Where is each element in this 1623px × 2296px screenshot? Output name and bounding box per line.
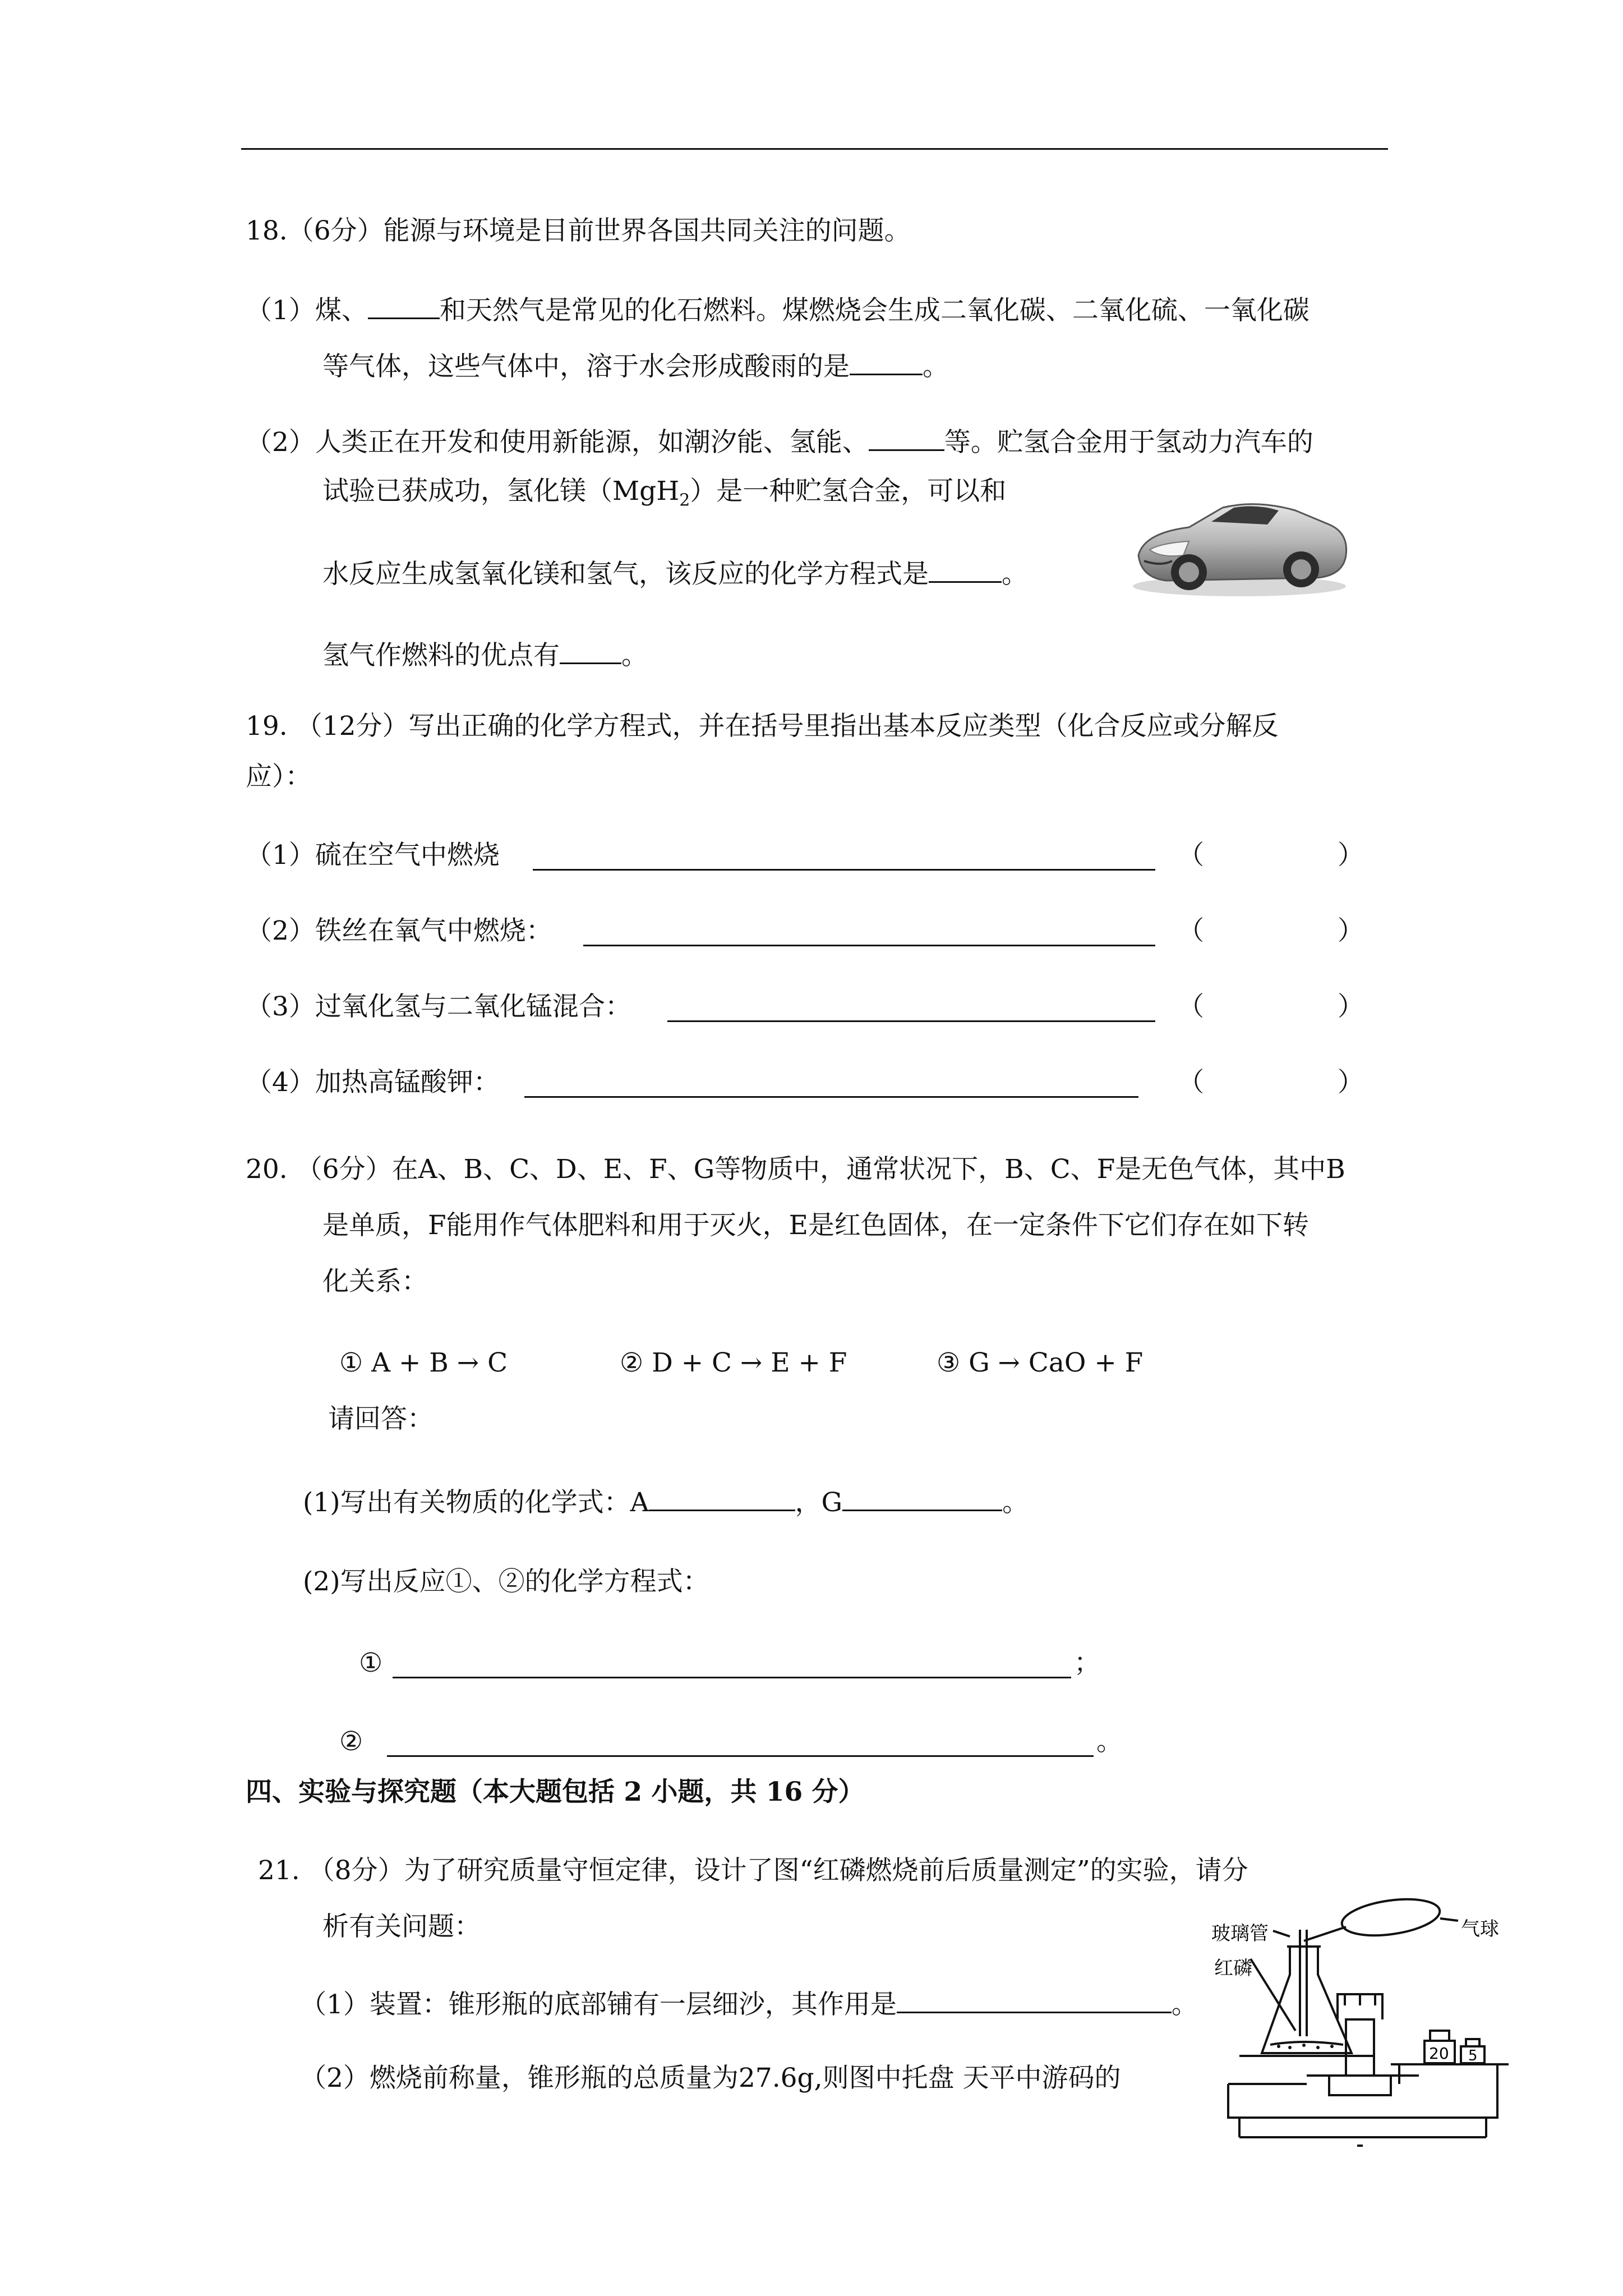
q19-item-label: （4）加热高锰酸钾：	[246, 1067, 500, 1098]
q18-p2-line3	[322, 555, 1028, 591]
q19-paren-open-3: （	[1178, 991, 1204, 1022]
q19-blank-4[interactable]	[524, 1070, 1138, 1098]
q19-title-line2: 应）：	[246, 761, 312, 792]
q19-title-line1: 19. （12分）写出正确的化学方程式，并在括号里指出基本反应类型（化合反应或分解反	[246, 711, 1279, 742]
q19-paren-open-2: （	[1178, 915, 1204, 946]
q18-p2-c: 试验已获成功，氢化镁（MgH	[322, 476, 680, 507]
q18-p1-line2	[322, 348, 949, 384]
q20-reaction-1: ① A + B → C	[339, 1347, 508, 1378]
q21-sub1	[300, 1986, 1198, 2022]
q19-item-3	[246, 990, 631, 1024]
q20-eq1-end: ；	[1074, 1648, 1100, 1678]
q18-p1-d: 。	[923, 351, 949, 382]
q19-item-1	[246, 839, 500, 872]
q18-p2-line1	[246, 424, 1313, 459]
q21-sub1-b: 。	[1171, 1989, 1198, 2020]
blank-equation-1[interactable]	[393, 1651, 1071, 1678]
q20-eq2-end: 。	[1096, 1726, 1123, 1757]
q18-title: 18.（6分）能源与环境是目前世界各国共同关注的问题。	[246, 215, 911, 246]
q18-p2-a: （2）人类正在开发和使用新能源，如潮汐能、氢能、	[246, 427, 869, 458]
blank-sand-purpose[interactable]	[897, 1986, 1172, 2013]
weight-5-label: 5	[1468, 2047, 1478, 2064]
q19-paren-close-1: ）	[1338, 840, 1364, 871]
q19-item-4	[246, 1066, 500, 1099]
q18-p2-line4	[322, 637, 648, 673]
q18-p2-line2	[322, 475, 1006, 517]
balance-apparatus-diagram	[1206, 1896, 1520, 2154]
q19-blank-1[interactable]	[533, 843, 1155, 871]
q20-reaction-3: ③ G → CaO + F	[937, 1347, 1144, 1378]
car-photo-icon	[1127, 477, 1352, 600]
q20-title-line1: 20. （6分）在A、B、C、D、E、F、G等物质中，通常状况下，B、C、F是无色气体，其中B	[246, 1154, 1345, 1185]
label-red-phosphorus: 红磷	[1214, 1957, 1252, 1980]
q19-paren-close-2: ）	[1338, 915, 1364, 946]
q19-item-2	[246, 914, 552, 948]
blank-formula-g[interactable]	[842, 1484, 1002, 1511]
q18-p1-line1	[246, 292, 1310, 328]
q19-paren-close-4: ）	[1338, 1067, 1364, 1098]
q20-eq1-label: ①	[359, 1648, 383, 1678]
weight-20-label: 20	[1429, 2044, 1449, 2063]
q18-p2-e: 水反应生成氢氧化镁和氢气，该反应的化学方程式是	[322, 559, 929, 590]
q19-blank-3[interactable]	[667, 995, 1155, 1022]
q18-p2-d: ）是一种贮氢合金，可以和	[690, 476, 1007, 507]
q18-p2-f: 。	[1002, 559, 1028, 590]
header-rule	[241, 148, 1388, 150]
q19-item-label: （3）过氧化氢与二氧化锰混合：	[246, 991, 631, 1022]
q19-item-label: （1）硫在空气中燃烧	[246, 840, 500, 871]
q21-sub2: （2）燃烧前称量，锥形瓶的总质量为27.6g,则图中托盘 天平中游码的	[300, 2063, 1121, 2093]
q19-paren-open-1: （	[1178, 840, 1204, 871]
blank-formula-a[interactable]	[649, 1484, 795, 1511]
q19-paren-close-3: ）	[1338, 991, 1364, 1022]
q18-p1-b: 和天然气是常见的化石燃料。煤燃烧会生成二氧化碳、二氧化硫、一氧化碳	[439, 295, 1310, 326]
q20-reaction-2: ② D + C → E + F	[620, 1347, 847, 1378]
q21-sub1-a: （1）装置：锥形瓶的底部铺有一层细沙，其作用是	[300, 1989, 897, 2020]
blank-acid-rain-gas[interactable]	[850, 348, 923, 375]
q18-p1-a: （1）煤、	[246, 295, 368, 326]
q18-p2-g: 氢气作燃料的优点有	[322, 640, 560, 671]
blank-fossil-fuel[interactable]	[368, 292, 440, 319]
label-glass-tube: 玻璃管	[1211, 1922, 1269, 1945]
q20-sub1-b: ，G	[795, 1487, 843, 1518]
label-balloon: 气球	[1461, 1918, 1499, 1940]
q20-ask: 请回答：	[328, 1404, 434, 1434]
blank-mgh2-equation[interactable]	[929, 555, 1002, 583]
blank-new-energy[interactable]	[869, 424, 944, 451]
q19-item-label: （2）铁丝在氧气中燃烧：	[246, 915, 552, 946]
section-4-heading: 四、实验与探究题（本大题包括 2 小题，共 16 分）	[246, 1777, 865, 1807]
q20-sub2: (2)写出反应①、②的化学方程式：	[303, 1566, 709, 1597]
q20-sub1-c: 。	[1002, 1487, 1029, 1518]
q19-paren-open-4: （	[1178, 1067, 1204, 1098]
q18-p2-h: 。	[621, 640, 648, 671]
q21-title-line1: 21. （8分）为了研究质量守恒定律，设计了图“红磷燃烧前后质量测定”的实验，请分	[258, 1855, 1248, 1886]
q20-title-line3: 化关系：	[322, 1266, 428, 1297]
q20-eq2-label: ②	[339, 1726, 363, 1757]
q18-p2-sub: 2	[679, 490, 690, 510]
blank-hydrogen-advantage[interactable]	[560, 637, 621, 664]
q20-title-line2: 是单质，F能用作气体肥料和用于灭火，E是红色固体，在一定条件下它们存在如下转	[322, 1210, 1309, 1241]
q21-title-line2: 析有关问题：	[322, 1911, 481, 1942]
q19-blank-2[interactable]	[583, 919, 1155, 946]
q18-p1-c: 等气体，这些气体中，溶于水会形成酸雨的是	[322, 351, 850, 382]
blank-equation-2[interactable]	[387, 1729, 1094, 1757]
q18-p2-b: 等。贮氢合金用于氢动力汽车的	[944, 427, 1313, 458]
q20-sub1	[303, 1484, 1029, 1520]
q20-sub1-a: (1)写出有关物质的化学式：A	[303, 1487, 649, 1518]
